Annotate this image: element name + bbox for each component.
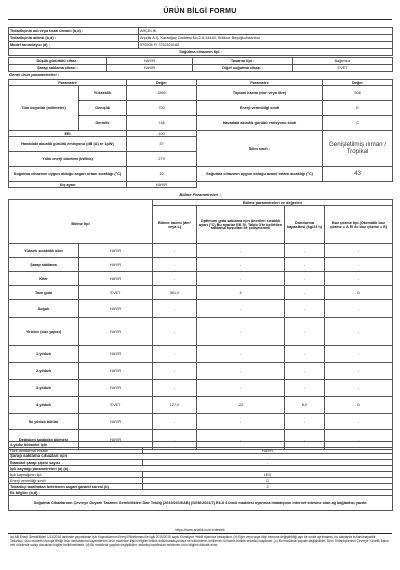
compartment-freeze: -: [285, 414, 325, 430]
noise-class-value: C: [323, 116, 393, 131]
table-row: [9, 414, 393, 430]
annual-energy-label: Yıllık enerji tüketimi (kWh/a): [9, 152, 127, 167]
temp-setting-header: Optimum gıda saklama için önerilen sıcaklık ayarı (°C) Bu ayarlar EK IV, Tablo 3'te belirtilen saklama koşulları ile çelişmemeli: [197, 206, 285, 244]
compartment-present: HAYIR: [79, 244, 153, 258]
compartment-present: HAYIR: [79, 346, 153, 363]
compartment-freeze: -: [285, 272, 325, 286]
compartment-temp: -: [197, 318, 285, 346]
compartment-present: HAYIR: [79, 363, 153, 380]
compartment-present: HAYIR: [79, 272, 153, 286]
supplier-address-label: Tedarikçinin adresi (b,d) :: [9, 35, 139, 42]
compartment-temp: -: [197, 272, 285, 286]
compartment-name: 4-yıldızlı: [9, 397, 79, 414]
four-star-section-label: 4-yıldız bölmeler için: [9, 442, 393, 448]
table-row: [9, 272, 393, 286]
compartment-type-header: Bölme tipi: [9, 206, 153, 244]
compartment-present: HAYIR: [79, 258, 153, 272]
compartment-temp: -: [197, 414, 285, 430]
compartment-freeze: -: [285, 286, 325, 300]
compartment-name: Yiricice (buz yapıcı): [9, 318, 79, 346]
light-type-value: LED: [143, 472, 393, 478]
compartment-name: 1-yıldızlı: [9, 346, 79, 363]
compartment-name: 2-yıldızlı: [9, 363, 79, 380]
compartment-present: HAYIR: [79, 318, 153, 346]
winter-setting-label: Kış ayarı: [9, 182, 127, 188]
compartment-defrost: -: [325, 244, 393, 258]
compartment-defrost: -: [325, 363, 393, 380]
compartment-present: HAYIR: [79, 414, 153, 430]
additional-params-table: [8, 441, 393, 511]
compartment-freeze: 8,0: [285, 397, 325, 414]
ecodesign-note: Soğutma Cihazlarının Çevreye Duyarlı Tasarım Gereklilikleri Dair Tebliğ (2019/2019/AB) (SGM:2021/7) Ek-II 4 üncü maddesi uyarınca imalatçının internet sitesine olan ağ bağlantısı yazılır.: [9, 496, 393, 511]
wine-section-label: Şarap saklama cihazları için: [9, 454, 393, 460]
device-type-table: [8, 57, 393, 72]
low-noise-value: HAYIR: [107, 58, 193, 65]
table-row: [9, 244, 393, 258]
compartment-volume: -: [153, 380, 197, 397]
form-title: ÜRÜN BİLGİ FORMU: [163, 8, 237, 15]
compartment-temp: -: [197, 430, 285, 450]
title-divider: [8, 19, 392, 20]
width-value: 700: [127, 101, 197, 116]
compartment-name: Yüksek sıcaklıklı kiler: [9, 244, 79, 258]
compartment-group-header: Bölme parametreleri ve değerleri: [153, 200, 393, 206]
annual-energy-value: 279: [127, 152, 197, 167]
dimensions-label: Tüm boyutlar (milimetre): [9, 86, 79, 131]
min-temp-value: 10: [127, 167, 197, 182]
energy-class-label: Enerji verimliliği sınıfı: [197, 101, 323, 116]
height-label: Yükseklik: [79, 86, 127, 101]
compartment-name: İki yıldızlı bölüm: [9, 414, 79, 430]
compartment-temp: -: [197, 363, 285, 380]
wine-device-value: HAYIR: [107, 65, 193, 72]
compartment-freeze: -: [285, 380, 325, 397]
table-row: [9, 397, 393, 414]
supplier-address-value: Arçelik A.Ş. Karaağaç Caddesi No:2-6,34445, Sütlüce Beyoğlu/İstanbul: [139, 35, 393, 42]
compartment-name: 3-yıldızlı: [9, 380, 79, 397]
compartment-present: HAYIR: [79, 430, 153, 450]
wine-bottles-label: Standart şarap şişesi sayısı: [9, 460, 143, 466]
freeze-capacity-header: Dondurma kapasitesi (kg/24 h): [285, 206, 325, 244]
compartment-volume: -: [153, 300, 197, 318]
compartment-freeze: -: [285, 346, 325, 363]
compartment-volume: -: [153, 272, 197, 286]
compartment-defrost: -: [325, 380, 393, 397]
table-row: [9, 258, 393, 272]
depth-label: Derinlik: [79, 116, 127, 131]
table-row: [9, 380, 393, 397]
fast-freeze-value: HAYIR: [143, 448, 393, 454]
supplier-table: [8, 27, 393, 56]
min-temp-label: Soğutma cihazının uygun olduğu asgari ortam sıcaklığı (°C): [9, 167, 127, 182]
supplier-name-value: ARÇELİK: [139, 28, 393, 35]
compartment-defrost: -: [325, 300, 393, 318]
climate-class-label: İklim sınıfı :: [197, 131, 323, 167]
header-param-left: Parametre: [9, 80, 127, 86]
max-temp-value: 43: [323, 167, 393, 182]
table-row: [9, 346, 393, 363]
height-value: 1865: [127, 86, 197, 101]
compartment-volume: -: [153, 318, 197, 346]
noise-emission-value: 37: [127, 137, 197, 152]
general-section-label: Genel ürün parametreleri :: [9, 72, 60, 77]
light-type-label: Işık kaynağının tipi: [9, 472, 143, 478]
compartment-temp: -: [197, 346, 285, 363]
compartment-defrost: -: [325, 430, 393, 450]
eei-label: EEI: [9, 131, 127, 137]
footnote-text: (a) AB Enerji Gereklilikleri 1/11/2018 tarihinde yayımlanan Işık Kaynaklarının Enerji Etiketlemesi ile ilgili 2019/2015 sayılı Komisyon Yetkili uyarınca hesaplanır. (b) Eğer veya veya bilgi formuna değiştirildiği ayrı bir sınıfa ayrılmamış, bu alanlarda kullanılmayabilir. Tedarikçi, ürün modelini Avrupa Birliği ürün veritabanına kaydederken ürün modeline ilişkin bilgileri teknik dokümantasyonlara ve bildirimlere, belirlenen ürünlerle birlikte tedarikçi kaydeder. (c) Bu maddede yapılan değişiklikler, Ürün Tedarikçilerinin Çevreye Yönelik İlişkin veri ürünlerde sahip olacakları bilgiler belirtilmektedir. (d) Bu maddede yapılan değişiklikler, tedarikçi tarafından belirlenen ürün bilgileri dikkate alınır.: [10, 535, 389, 547]
depth-value: 746: [127, 116, 197, 131]
compartment-present: HAYIR: [79, 300, 153, 318]
table-row: [9, 286, 393, 300]
wine-bottles-value: -: [143, 460, 393, 466]
compartment-name: Soğuk: [9, 300, 79, 318]
compartment-volume: -: [153, 258, 197, 272]
compartment-name: Taze gıda: [9, 286, 79, 300]
compartment-volume: 127,0: [153, 397, 197, 414]
compartment-present: EVET: [79, 286, 153, 300]
supplier-name-label: Tedarikçinin adı veya ticari ünvanı (b,d) :: [9, 28, 139, 35]
noise-emission-label: Havadaki akustik gürültü emisyonu (dB (A) re 1pW): [9, 137, 127, 152]
model-label: Model tanımlayıcı (d) :: [9, 42, 139, 49]
compartment-defrost: -: [325, 318, 393, 346]
light-energy-class-value: G: [143, 478, 393, 484]
compartment-present: HAYIR: [79, 380, 153, 397]
header-value-right: Değer: [323, 80, 393, 86]
extra-info-label: Ek bilgiler (b,d) :: [9, 490, 393, 496]
light-energy-class-label: Enerji verimliliği sınıfı: [9, 478, 143, 484]
defrost-type-header: Buz çözme tipi (Otomatik buz çözme = A El ile buz çözme = E): [325, 206, 393, 244]
climate-class-value: Genişletilmiş ılıman / Tropikal: [323, 131, 393, 167]
compartment-freeze: -: [285, 300, 325, 318]
compartments-section-label: Bölme Parametreleri :: [179, 192, 221, 197]
max-temp-label: Soğutma cihazının uygun olduğu azami ortam sıcaklığı (°C): [197, 167, 323, 182]
design-type-label: Tasarım tipi :: [193, 58, 293, 65]
compartment-present: EVET: [79, 397, 153, 414]
guarantee-value: 2: [143, 484, 393, 490]
compartment-defrost: -: [325, 346, 393, 363]
header-value-left: Değer: [127, 80, 197, 86]
compartment-temp: -22: [197, 397, 285, 414]
compartment-defrost: O: [325, 397, 393, 414]
table-row: [9, 318, 393, 346]
low-noise-label: Düşük gürültülü cihaz :: [9, 58, 107, 65]
category-label: Soğutma cihazının tipi :: [9, 49, 393, 56]
winter-setting-value: HAYIR: [127, 182, 197, 188]
compartment-freeze: -: [285, 363, 325, 380]
volume-header: Bölme hacmi (dm³ veya L): [153, 206, 197, 244]
compartment-volume: -: [153, 346, 197, 363]
energy-class-value: E: [323, 101, 393, 116]
compartment-temp: -: [197, 258, 285, 272]
compartment-defrost: O: [325, 286, 393, 300]
support-link[interactable]: https://www.arcelik.com.tr/destek: [175, 528, 225, 532]
total-volume-value: 508: [323, 86, 393, 101]
light-section-label: Işık kaynağı parametreleri (a) (b) :: [9, 466, 393, 472]
width-label: Genişlik: [79, 101, 127, 116]
compartment-name: Şarap saklama: [9, 258, 79, 272]
compartment-volume: 381,0: [153, 286, 197, 300]
compartment-name: Değişken sıcaklıklı bölmesi: [9, 430, 79, 450]
compartment-volume: -: [153, 363, 197, 380]
compartment-freeze: -: [285, 318, 325, 346]
eei-value: 100: [127, 131, 197, 137]
noise-class-label: Havadaki akustik gürültü emisyonu sınıfı: [197, 116, 323, 131]
compartment-freeze: -: [285, 244, 325, 258]
compartment-temp: -: [197, 244, 285, 258]
model-value: 570508 FI 7232520180: [139, 42, 393, 49]
compartment-freeze: -: [285, 430, 325, 450]
fast-freeze-label: Hızlı dondurma imkânı: [9, 448, 143, 454]
compartment-volume: -: [153, 430, 197, 450]
compartment-volume: -: [153, 244, 197, 258]
compartment-defrost: -: [325, 414, 393, 430]
general-params-table: [8, 79, 393, 188]
table-row: [9, 300, 393, 318]
compartments-table: [8, 199, 393, 450]
header-param-right: Parametre: [197, 80, 323, 86]
compartment-freeze: -: [285, 258, 325, 272]
compartment-volume: -: [153, 414, 197, 430]
compartment-name: Kiler: [9, 272, 79, 286]
guarantee-label: Tedarikçi tarafından belirlenen asgari garanti süresi (b): [9, 484, 143, 490]
compartment-temp: -: [197, 380, 285, 397]
other-device-value: EVET: [293, 65, 393, 72]
compartment-defrost: -: [325, 272, 393, 286]
total-volume-label: Toplam hacim (dm³ veya litre): [197, 86, 323, 101]
compartment-temp: 4: [197, 286, 285, 300]
compartment-temp: -: [197, 300, 285, 318]
footer-divider: [8, 533, 392, 534]
table-row: [9, 363, 393, 380]
design-type-value: Bağımsız: [293, 58, 393, 65]
compartment-defrost: -: [325, 258, 393, 272]
wine-device-label: Şarap saklama cihazı :: [9, 65, 107, 72]
other-device-label: Diğer soğutma cihazı :: [193, 65, 293, 72]
